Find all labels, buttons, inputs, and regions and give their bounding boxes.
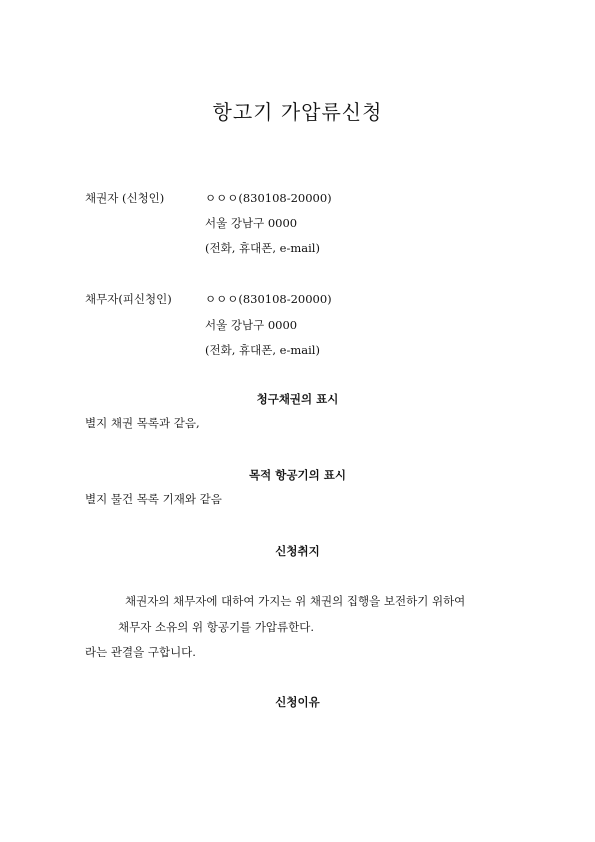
- purpose-line-1: 채권자의 채무자에 대하여 가지는 위 채권의 집행을 보전하기 위하여: [125, 594, 466, 608]
- object-heading: 목적 항공기의 표시: [249, 468, 346, 482]
- claim-heading: 청구채권의 표시: [256, 392, 339, 406]
- debtor-contact: (전화, 휴대폰, e-mail): [205, 343, 320, 357]
- purpose-heading: 신청취지: [275, 544, 320, 558]
- reason-heading: 신청이유: [275, 695, 320, 709]
- creditor-label: 채권자 (신청인): [85, 191, 165, 205]
- debtor-address: 서울 강남구 0000: [205, 318, 298, 332]
- debtor-label: 채무자(피신청인): [85, 292, 172, 306]
- document-title: 항고기 가압류신청: [212, 100, 383, 124]
- object-text: 별지 물건 목록 기재와 같음: [85, 492, 222, 506]
- claim-text: 별지 채권 목록과 같음,: [85, 416, 200, 430]
- creditor-address: 서울 강남구 0000: [205, 216, 298, 230]
- creditor-contact: (전화, 휴대폰, e-mail): [205, 241, 320, 255]
- creditor-name-id: ㅇㅇㅇ(830108-20000): [205, 191, 332, 205]
- debtor-name-id: ㅇㅇㅇ(830108-20000): [205, 292, 332, 306]
- purpose-line-3: 라는 관결을 구합니다.: [85, 645, 196, 659]
- purpose-line-2: 채무자 소유의 위 항공기를 가압류한다.: [118, 620, 315, 634]
